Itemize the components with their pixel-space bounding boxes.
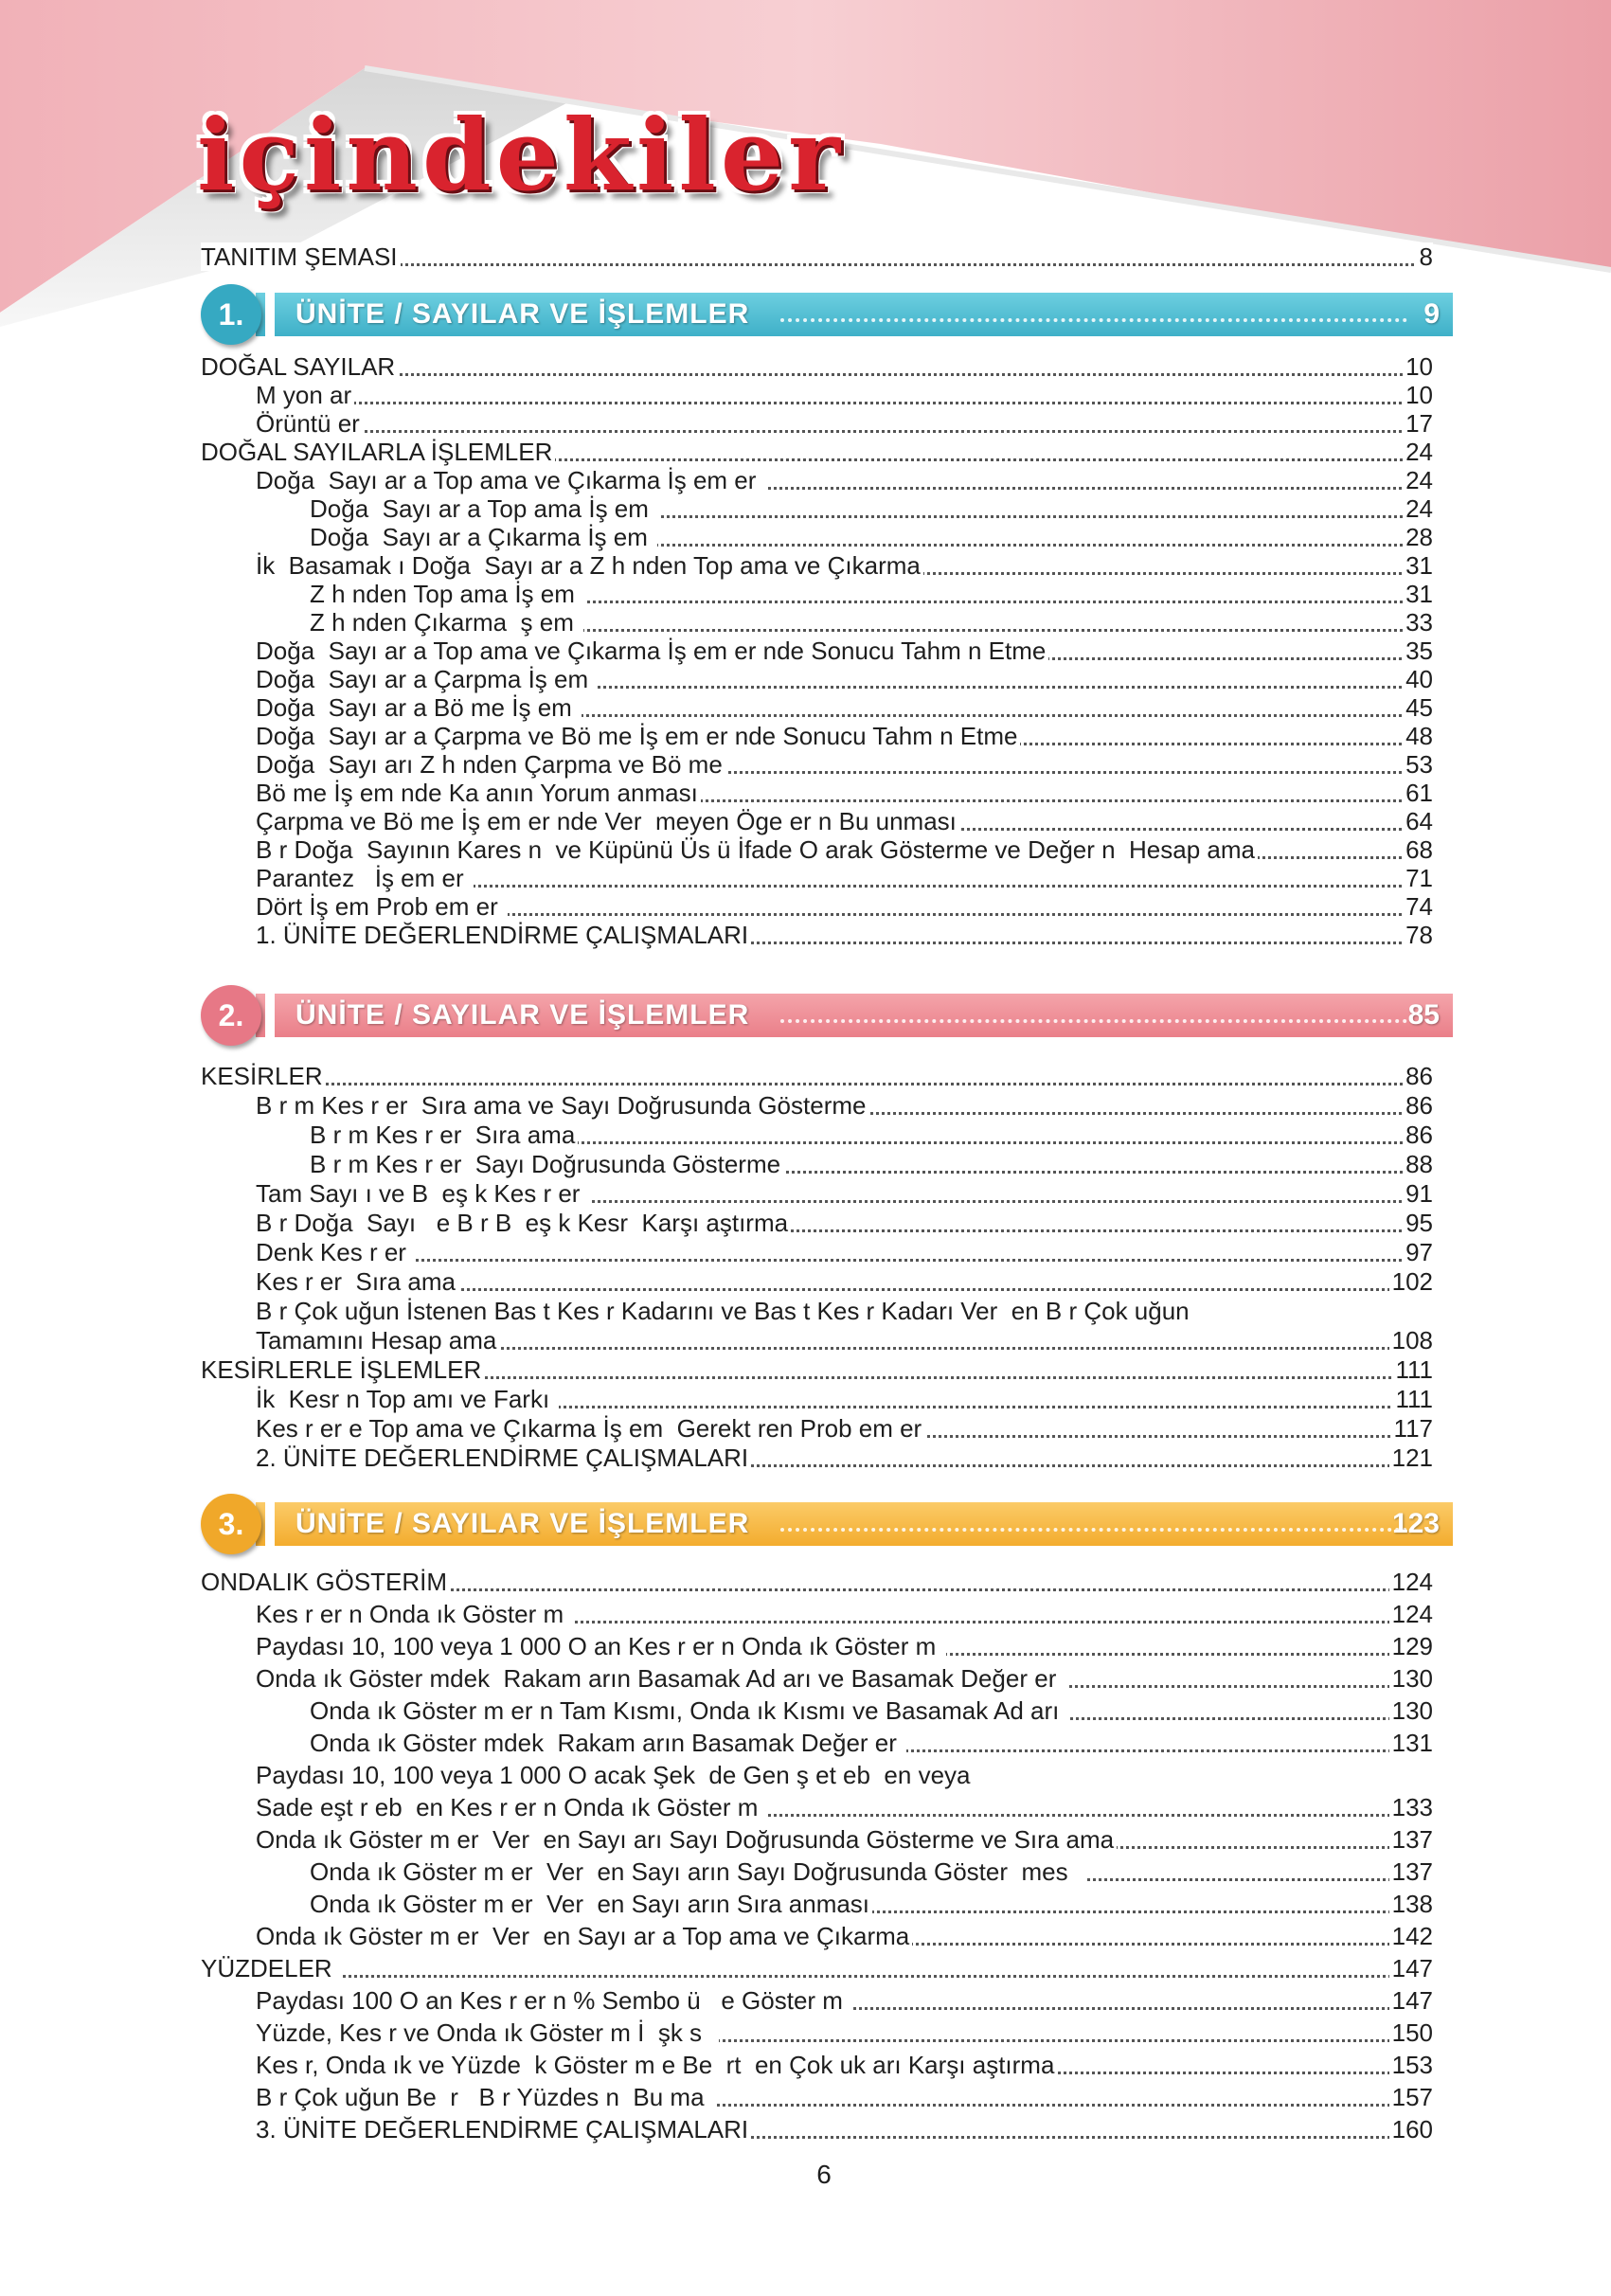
- entry-page: 157: [1389, 2083, 1433, 2111]
- dot-leader: [256, 1233, 1431, 1262]
- entry-page: 68: [1403, 835, 1433, 864]
- dot-leader: [780, 1528, 1407, 1532]
- entry-label: Çarpma ve Bö me İş em er nde Ver meyen Öge er n Bu unması: [256, 807, 959, 835]
- entry-page: 86: [1403, 1062, 1433, 1090]
- entry-page: 130: [1389, 1696, 1433, 1725]
- entry-page: 153: [1389, 2051, 1433, 2079]
- entry-page: 130: [1389, 1664, 1433, 1693]
- entry-page: 147: [1389, 1986, 1433, 2015]
- entry-page: 24: [1403, 438, 1433, 466]
- toc-entry[interactable]: [0, 2083, 1611, 2111]
- dot-leader: [780, 318, 1407, 322]
- badge-separator: [265, 983, 275, 1049]
- entry-page: 10: [1403, 381, 1433, 409]
- entry-label: Z h nden Top ama İş em: [310, 580, 584, 608]
- entry-label: B r m Kes r er Sayı Doğrusunda Gösterme: [310, 1150, 783, 1178]
- unit-page: 123: [1391, 1508, 1440, 1539]
- entry-label: Denk Kes r er: [256, 1238, 416, 1266]
- entry-page: 86: [1403, 1121, 1433, 1149]
- entry-page: 8: [1417, 242, 1433, 271]
- entry-label: KESİRLERLE İŞLEMLER: [201, 1355, 484, 1384]
- entry-label: KESİRLER: [201, 1062, 326, 1090]
- toc-entry[interactable]: [0, 2051, 1611, 2079]
- entry-label: YÜZDELER: [201, 1954, 342, 1982]
- toc-entry[interactable]: [0, 1761, 1611, 1789]
- entry-label: Doğa Sayı ar a Bö me İş em: [256, 693, 582, 722]
- unit-number-badge: 2.: [201, 985, 261, 1046]
- entry-label: Onda ık Göster m er Ver en Sayı ar a Top ama ve Çıkarma: [256, 1922, 912, 1950]
- entry-page: 53: [1403, 750, 1433, 779]
- entry-label: İk Basamak ı Doğa Sayı ar a Z h nden Top ama ve Çıkarma: [256, 551, 923, 580]
- entry-page: 142: [1389, 1922, 1433, 1950]
- entry-label: Bö me İş em nde Ka anın Yorum anması: [256, 779, 701, 807]
- entry-page: 24: [1403, 494, 1433, 523]
- entry-page: 147: [1389, 1954, 1433, 1982]
- toc-entry[interactable]: [0, 921, 1611, 949]
- entry-label: Onda ık Göster m er n Tam Kısmı, Onda ık Kısmı ve Basamak Ad arı: [310, 1696, 1069, 1725]
- entry-page: 78: [1403, 921, 1433, 949]
- unit-title: ÜNİTE / SAYILAR VE İŞLEMLER: [295, 999, 750, 1031]
- entry-page: 88: [1403, 1150, 1433, 1178]
- entry-page: 160: [1389, 2115, 1433, 2144]
- entry-label: Yüzde, Kes r ve Onda ık Göster m İ şk s: [256, 2018, 719, 2047]
- entry-page: 74: [1403, 892, 1433, 921]
- entry-label: Örüntü er: [256, 409, 363, 438]
- toc-entry[interactable]: [0, 1986, 1611, 2015]
- entry-page: 124: [1389, 1600, 1433, 1628]
- toc-entry[interactable]: [0, 1793, 1611, 1821]
- entry-label: Onda ık Göster mdek Rakam arın Basamak Ad arı ve Basamak Değer er: [256, 1664, 1066, 1693]
- entry-label: Kes r er e Top ama ve Çıkarma İş em Gerekt ren Prob em er: [256, 1414, 924, 1443]
- toc-entry[interactable]: [0, 1664, 1611, 1693]
- entry-label: Paydası 10, 100 veya 1 000 O acak Şek de Gen ş et eb en veya: [256, 1761, 973, 1789]
- entry-label: B r Çok uğun İstenen Bas t Kes r Kadarını ve Bas t Kes r Kadarı Ver en B r Çok uğun: [256, 1297, 1192, 1325]
- entry-label: Parantez İş em er: [256, 864, 474, 892]
- entry-page: 33: [1403, 608, 1433, 637]
- toc-entry[interactable]: [0, 2115, 1611, 2144]
- page-number: 6: [816, 2160, 832, 2189]
- badge-separator: [265, 1492, 275, 1558]
- entry-label: Doğa Sayı arı Z h nden Çarpma ve Bö me: [256, 750, 725, 779]
- entry-page: 35: [1403, 637, 1433, 665]
- entry-page: 17: [1403, 409, 1433, 438]
- entry-label: DOĞAL SAYILAR: [201, 352, 398, 381]
- dot-leader: [201, 1057, 1431, 1085]
- entry-page: 97: [1403, 1238, 1433, 1266]
- page-title: içindekiler: [197, 97, 845, 213]
- entry-page: 91: [1403, 1179, 1433, 1208]
- unit-page: 85: [1407, 999, 1440, 1031]
- entry-label: M yon ar: [256, 381, 354, 409]
- entry-label: B r Doğa Sayı e B r B eş k Kesr Karşı aştırma: [256, 1209, 791, 1237]
- entry-page: 111: [1392, 1355, 1433, 1384]
- unit-number-badge: 3.: [201, 1494, 261, 1554]
- entry-page: 45: [1403, 693, 1433, 722]
- entry-label: Onda ık Göster mdek Rakam arın Basamak Değer er: [310, 1729, 906, 1757]
- entry-label: B r Doğa Sayının Kares n ve Küpünü Üs ü İfade O arak Gösterme ve Değer n Hesap ama: [256, 835, 1258, 864]
- entry-page: 124: [1389, 1568, 1433, 1596]
- toc-entry[interactable]: [0, 1568, 1611, 1596]
- unit-number-badge: 1.: [201, 284, 261, 345]
- dot-leader: [256, 404, 1431, 433]
- entry-page: 131: [1389, 1729, 1433, 1757]
- entry-page: 129: [1389, 1632, 1433, 1660]
- toc-entry[interactable]: [0, 1267, 1611, 1296]
- entry-page: 137: [1389, 1857, 1433, 1886]
- entry-page: 95: [1403, 1209, 1433, 1237]
- entry-label: B r m Kes r er Sıra ama: [310, 1121, 578, 1149]
- entry-page: 111: [1392, 1385, 1433, 1413]
- entry-label: Tam Sayı ı ve B eş k Kes r er: [256, 1179, 590, 1208]
- entry-label: 1. ÜNİTE DEĞERLENDİRME ÇALIŞMALARI: [256, 921, 751, 949]
- unit-title: ÜNİTE / SAYILAR VE İŞLEMLER: [295, 1508, 750, 1539]
- entry-page: 24: [1403, 466, 1433, 494]
- dot-leader: [201, 1949, 1431, 1978]
- entry-page: 64: [1403, 807, 1433, 835]
- entry-page: 121: [1389, 1444, 1433, 1472]
- entry-page: 10: [1403, 352, 1433, 381]
- entry-label: Paydası 10, 100 veya 1 000 O an Kes r er n Onda ık Göster m: [256, 1632, 946, 1660]
- entry-page: 102: [1389, 1267, 1433, 1296]
- entry-page: 28: [1403, 523, 1433, 551]
- unit-page: 9: [1423, 298, 1440, 330]
- entry-page: 40: [1403, 665, 1433, 693]
- entry-page: 108: [1389, 1326, 1433, 1354]
- entry-label: Sade eşt r eb en Kes r er n Onda ık Göster m: [256, 1793, 768, 1821]
- entry-label: Doğa Sayı ar a Çıkarma İş em: [310, 523, 657, 551]
- entry-label: ONDALIK GÖSTERİM: [201, 1568, 450, 1596]
- entry-page: 61: [1403, 779, 1433, 807]
- entry-page: 138: [1389, 1890, 1433, 1918]
- toc-entry[interactable]: [0, 1857, 1611, 1886]
- entry-page: 117: [1391, 1414, 1433, 1443]
- entry-label: Kes r, Onda ık ve Yüzde k Göster m e Be rt en Çok uk arı Karşı aştırma: [256, 2051, 1057, 2079]
- toc-entry[interactable]: [0, 1444, 1611, 1472]
- toc-intro[interactable]: [0, 242, 1611, 271]
- entry-label: Kes r er n Onda ık Göster m: [256, 1600, 573, 1628]
- unit-3-banner[interactable]: [201, 1496, 1453, 1551]
- entry-page: 133: [1389, 1793, 1433, 1821]
- entry-label: B r m Kes r er Sıra ama ve Sayı Doğrusunda Gösterme: [256, 1091, 868, 1120]
- entry-label: Kes r er Sıra ama: [256, 1267, 458, 1296]
- toc-entry[interactable]: [0, 1696, 1611, 1725]
- toc-entry[interactable]: [0, 1600, 1611, 1628]
- entry-page: 86: [1403, 1091, 1433, 1120]
- entry-page: 137: [1389, 1825, 1433, 1854]
- entry-label: Doğa Sayı ar a Top ama ve Çıkarma İş em er nde Sonucu Tahm n Etme: [256, 637, 1048, 665]
- toc-entry[interactable]: [0, 1632, 1611, 1660]
- entry-label: Onda ık Göster m er Ver en Sayı arı Sayı Doğrusunda Gösterme ve Sıra ama: [256, 1825, 1117, 1854]
- toc-entry[interactable]: [0, 1729, 1611, 1757]
- toc-entry[interactable]: [0, 1922, 1611, 1950]
- entry-label: Doğa Sayı ar a Top ama ve Çıkarma İş em er: [256, 466, 766, 494]
- entry-label: İk Kesr n Top amı ve Farkı: [256, 1385, 559, 1413]
- unit-1-banner[interactable]: [201, 286, 1453, 341]
- entry-label: TANITIM ŞEMASI: [201, 242, 401, 271]
- toc-entry[interactable]: [0, 2018, 1611, 2047]
- entry-label: Tamamını Hesap ama: [256, 1326, 499, 1354]
- entry-label: 3. ÜNİTE DEĞERLENDİRME ÇALIŞMALARI: [256, 2115, 751, 2144]
- badge-separator: [265, 282, 275, 349]
- entry-label: Onda ık Göster m er Ver en Sayı arın Sayı Doğrusunda Göster mes: [310, 1857, 1084, 1886]
- entry-label: Paydası 100 O an Kes r er n % Sembo ü e Göster m: [256, 1986, 852, 2015]
- entry-page: 31: [1403, 551, 1433, 580]
- entry-label: Doğa Sayı ar a Çarpma İş em: [256, 665, 598, 693]
- entry-label: 2. ÜNİTE DEĞERLENDİRME ÇALIŞMALARI: [256, 1444, 751, 1472]
- unit-2-banner[interactable]: [201, 987, 1453, 1042]
- entry-page: 71: [1403, 864, 1433, 892]
- entry-page: 48: [1403, 722, 1433, 750]
- entry-label: Doğa Sayı ar a Çarpma ve Bö me İş em er nde Sonucu Tahm n Etme: [256, 722, 1020, 750]
- entry-label: B r Çok uğun Be r B r Yüzdes n Bu ma: [256, 2083, 714, 2111]
- entry-label: DOĞAL SAYILARLA İŞLEMLER: [201, 438, 555, 466]
- toc-entry[interactable]: [0, 1954, 1611, 1982]
- toc-entry[interactable]: [0, 1825, 1611, 1854]
- entry-label: Dört İş em Prob em er: [256, 892, 508, 921]
- toc-entry[interactable]: [0, 1890, 1611, 1918]
- entry-label: Onda ık Göster m er Ver en Sayı arın Sıra anması: [310, 1890, 872, 1918]
- dot-leader: [256, 376, 1431, 404]
- entry-page: 31: [1403, 580, 1433, 608]
- entry-label: Z h nden Çıkarma ş em: [310, 608, 583, 637]
- entry-label: Doğa Sayı ar a Top ama İş em: [310, 494, 658, 523]
- entry-page: 150: [1389, 2018, 1433, 2047]
- unit-title: ÜNİTE / SAYILAR VE İŞLEMLER: [295, 298, 750, 330]
- dot-leader: [780, 1019, 1407, 1023]
